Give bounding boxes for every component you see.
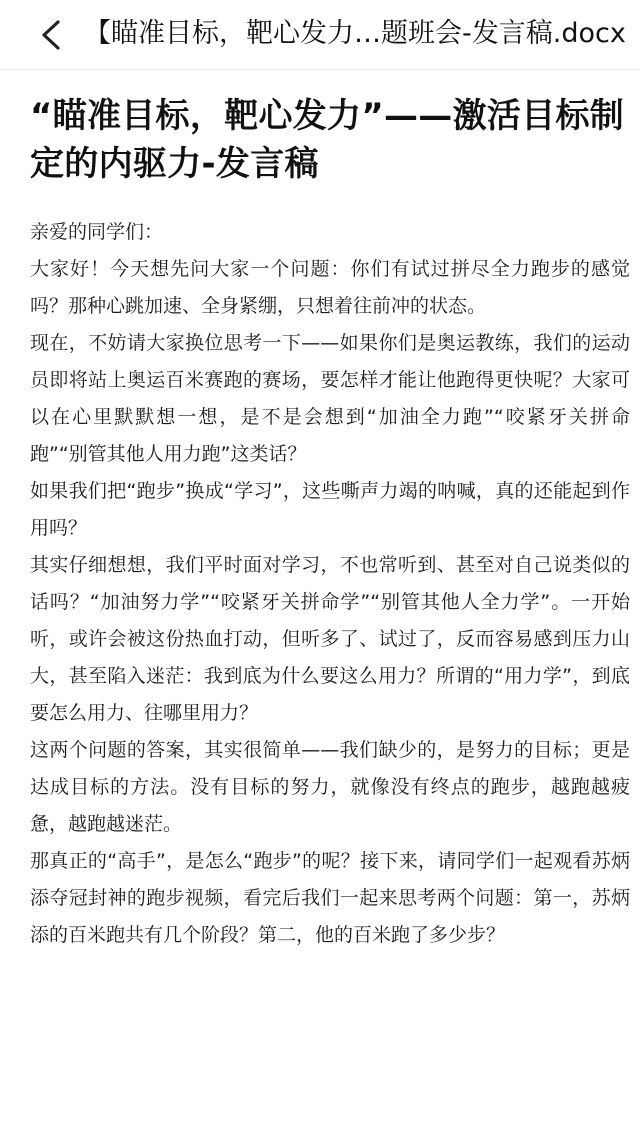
document-body: [30, 92, 630, 954]
chevron-left-icon: [40, 20, 62, 50]
document-title: 【瞄准目标，靶心发力…题班会-发言稿.docx: [84, 18, 626, 49]
paragraph: 这两个问题的答案，其实很简单——我们缺少的，是努力的目标；更是达成目标的方法。没有目标的努力，就像没有终点的跑步，越跑越疲惫，越跑越迷茫。: [30, 739, 630, 835]
paragraph: 大家好！今天想先问大家一个问题：你们有试过拼尽全力跑步的感觉吗？那种心跳加速、全身紧绷，只想着往前冲的状态。: [30, 258, 630, 317]
paragraph: 那真正的“高手”，是怎么“跑步”的呢？接下来，请同学们一起观看苏炳添夺冠封神的跑步视频，看完后我们一起来思考两个问题：第一，苏炳添的百米跑共有几个阶段？第二，他的百米跑了多少步？: [30, 850, 630, 946]
paragraph: 现在，不妨请大家换位思考一下——如果你们是奥运教练，我们的运动员即将站上奥运百米赛跑的赛场，要怎样才能让他跑得更快呢？大家可以在心里默默想一想，是不是会想到“加油全力跑”“咬紧牙关拼命跑”“别管其他人用力跑”这类话？: [30, 332, 630, 465]
back-button[interactable]: [26, 8, 76, 60]
paragraph-list: [30, 214, 630, 954]
paragraph: 如果我们把“跑步”换成“学习”，这些嘶声力竭的呐喊，真的还能起到作用吗？: [30, 480, 630, 539]
document-heading: “瞄准目标，靶心发力”——激活目标制定的内驱力-发言稿: [30, 96, 625, 184]
paragraph: 其实仔细想想，我们平时面对学习，不也常听到、甚至对自己说类似的话吗？“加油努力学”“咬紧牙关拼命学”“别管其他人全力学”。一开始听，或许会被这份热血打动，但听多了、试过了，反而容易感到压力山大，甚至陷入迷茫：我到底为什么要这么用力？所谓的“用力学”，到底要怎么用力、往哪里用力？: [30, 554, 630, 724]
top-bar: [0, 0, 640, 70]
paragraph: 亲爱的同学们：: [30, 221, 164, 243]
